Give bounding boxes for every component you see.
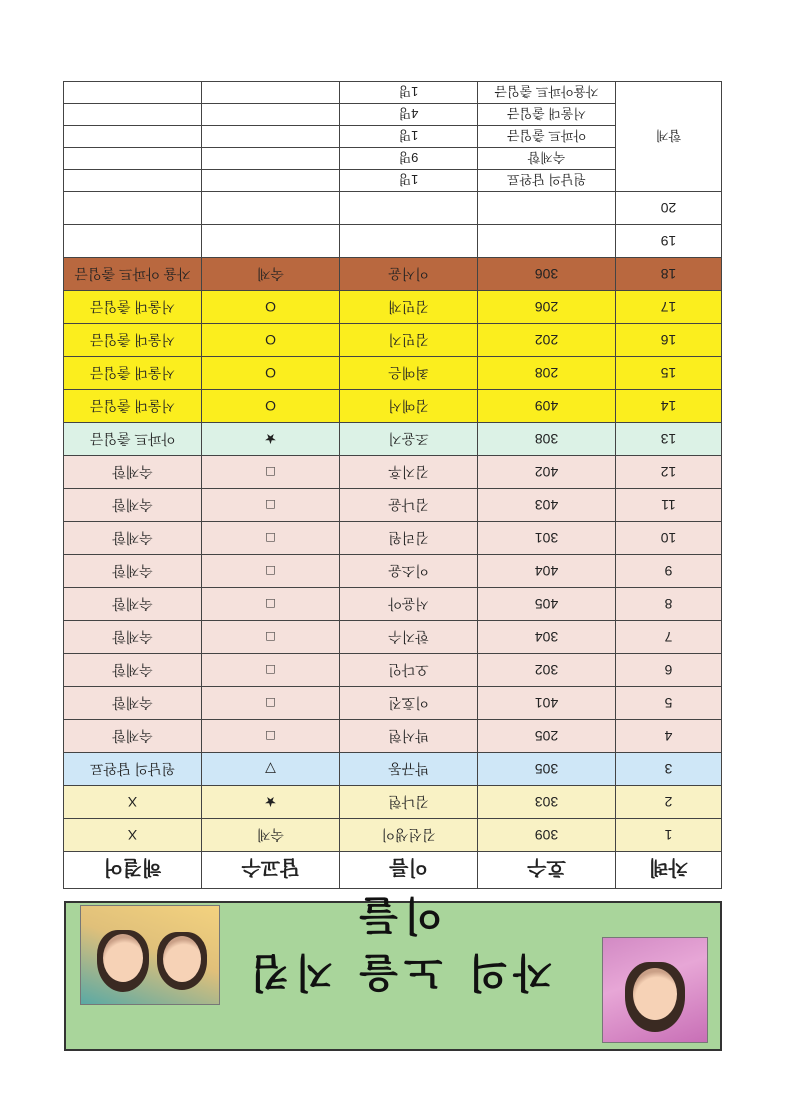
mark-cell: □ — [202, 555, 340, 588]
name-cell: 최예은 — [340, 357, 478, 390]
row-number: 15 — [616, 357, 722, 390]
table-row — [64, 456, 722, 489]
note-cell: X — [64, 786, 202, 819]
table-row — [64, 489, 722, 522]
table-row — [64, 390, 722, 423]
name-cell: 김나현 — [340, 786, 478, 819]
room-cell: 302 — [478, 654, 616, 687]
name-cell: 오다인 — [340, 654, 478, 687]
room-cell: 308 — [478, 423, 616, 456]
mark-cell: □ — [202, 654, 340, 687]
note-cell: 숙제함 — [64, 456, 202, 489]
room-cell: 309 — [478, 819, 616, 852]
name-cell: 김나윤 — [340, 489, 478, 522]
table-row — [64, 258, 722, 291]
summary-label: 합계 — [616, 82, 722, 192]
room-cell: 404 — [478, 555, 616, 588]
table-row — [64, 819, 722, 852]
mark-cell: 숙제 — [202, 258, 340, 291]
summary-blank — [64, 104, 202, 126]
summary-item: 아파트 출입금 — [478, 126, 616, 148]
summary-count: 1명 — [340, 170, 478, 192]
table-row — [64, 291, 722, 324]
table-row — [64, 555, 722, 588]
table-row — [64, 522, 722, 555]
mark-cell: O — [202, 324, 340, 357]
room-cell: 405 — [478, 588, 616, 621]
name-cell: 이서윤 — [340, 258, 478, 291]
summary-count: 9명 — [340, 148, 478, 170]
summary-item: 자율아파트 출입금 — [478, 82, 616, 104]
photo-right — [80, 905, 220, 1005]
note-cell: 숙제함 — [64, 522, 202, 555]
name-cell: 김예서 — [340, 390, 478, 423]
note-cell — [64, 225, 202, 258]
note-cell: 숙제함 — [64, 588, 202, 621]
mark-cell: □ — [202, 720, 340, 753]
row-number: 16 — [616, 324, 722, 357]
name-cell — [340, 192, 478, 225]
mark-cell: □ — [202, 621, 340, 654]
row-number: 7 — [616, 621, 722, 654]
table-row — [64, 588, 722, 621]
note-cell: 원남의 답완료 — [64, 753, 202, 786]
summary-item: 서울대 출입금 — [478, 104, 616, 126]
row-number: 20 — [616, 192, 722, 225]
name-cell: 서윤아 — [340, 588, 478, 621]
note-cell: 서울대 출입금 — [64, 291, 202, 324]
room-cell — [478, 192, 616, 225]
mark-cell: □ — [202, 456, 340, 489]
row-number: 6 — [616, 654, 722, 687]
name-cell: 이호진 — [340, 687, 478, 720]
row-number: 9 — [616, 555, 722, 588]
note-cell — [64, 192, 202, 225]
header-cell: 해결어 — [64, 852, 202, 889]
table-row — [64, 225, 722, 258]
note-cell: 숙제함 — [64, 720, 202, 753]
row-number: 2 — [616, 786, 722, 819]
row-number: 18 — [616, 258, 722, 291]
mark-cell: O — [202, 357, 340, 390]
header-cell: 호수 — [478, 852, 616, 889]
room-cell: 205 — [478, 720, 616, 753]
name-cell: 김민지 — [340, 324, 478, 357]
name-cell: 이소윤 — [340, 555, 478, 588]
room-cell: 401 — [478, 687, 616, 720]
table-row — [64, 621, 722, 654]
room-cell — [478, 225, 616, 258]
row-number: 4 — [616, 720, 722, 753]
note-cell: 서울대 출입금 — [64, 390, 202, 423]
name-cell: 김리원 — [340, 522, 478, 555]
mark-cell: ★ — [202, 786, 340, 819]
summary-count: 1명 — [340, 126, 478, 148]
row-number: 1 — [616, 819, 722, 852]
note-cell: 숙제함 — [64, 555, 202, 588]
room-cell: 301 — [478, 522, 616, 555]
summary-blank — [64, 126, 202, 148]
note-cell: 숙제함 — [64, 687, 202, 720]
name-cell: 김민재 — [340, 291, 478, 324]
name-cell: 조윤지 — [340, 423, 478, 456]
note-cell: 숙제함 — [64, 621, 202, 654]
table-row — [64, 192, 722, 225]
title-banner — [64, 892, 722, 1051]
header-cell: 답교수 — [202, 852, 340, 889]
row-number: 19 — [616, 225, 722, 258]
room-cell: 306 — [478, 258, 616, 291]
note-cell: 숙제함 — [64, 489, 202, 522]
row-number: 8 — [616, 588, 722, 621]
note-cell: 아파트 출입금 — [64, 423, 202, 456]
summary-blank — [64, 170, 202, 192]
summary-count: 4명 — [340, 104, 478, 126]
mark-cell: O — [202, 291, 340, 324]
row-number: 17 — [616, 291, 722, 324]
summary-count: 1명 — [340, 82, 478, 104]
summary-blank — [202, 170, 340, 192]
room-cell: 409 — [478, 390, 616, 423]
note-cell: 자율 아파트 출입금 — [64, 258, 202, 291]
room-cell: 304 — [478, 621, 616, 654]
photo-left — [602, 937, 708, 1043]
room-cell: 403 — [478, 489, 616, 522]
room-cell: 305 — [478, 753, 616, 786]
summary-item: 숙제함 — [478, 148, 616, 170]
note-cell: 서울대 출입금 — [64, 324, 202, 357]
roster-table — [63, 81, 722, 889]
mark-cell: □ — [202, 588, 340, 621]
header-row — [64, 852, 722, 889]
name-cell — [340, 225, 478, 258]
mark-cell: ★ — [202, 423, 340, 456]
row-number: 10 — [616, 522, 722, 555]
header-cell: 차례 — [616, 852, 722, 889]
summary-blank — [64, 82, 202, 104]
row-number: 14 — [616, 390, 722, 423]
table-row — [64, 654, 722, 687]
summary-blank — [202, 148, 340, 170]
room-cell: 202 — [478, 324, 616, 357]
header-cell: 이름 — [340, 852, 478, 889]
summary-blank — [202, 126, 340, 148]
name-cell: 김지후 — [340, 456, 478, 489]
mark-cell: ▽ — [202, 753, 340, 786]
row-number: 12 — [616, 456, 722, 489]
summary-blank — [64, 148, 202, 170]
name-cell: 김선생이 — [340, 819, 478, 852]
row-number: 11 — [616, 489, 722, 522]
mark-cell: □ — [202, 522, 340, 555]
summary-row — [64, 170, 722, 192]
name-cell: 박규동 — [340, 753, 478, 786]
row-number: 5 — [616, 687, 722, 720]
mark-cell — [202, 192, 340, 225]
row-number: 13 — [616, 423, 722, 456]
mark-cell: 숙제 — [202, 819, 340, 852]
summary-blank — [202, 104, 340, 126]
note-cell: X — [64, 819, 202, 852]
note-cell: 서울대 출입금 — [64, 357, 202, 390]
room-cell: 402 — [478, 456, 616, 489]
room-cell: 208 — [478, 357, 616, 390]
room-cell: 303 — [478, 786, 616, 819]
table-row — [64, 423, 722, 456]
table-row — [64, 720, 722, 753]
mark-cell — [202, 225, 340, 258]
mark-cell: O — [202, 390, 340, 423]
name-cell: 한지수 — [340, 621, 478, 654]
name-cell: 박서현 — [340, 720, 478, 753]
summary-blank — [202, 82, 340, 104]
table-row — [64, 753, 722, 786]
mark-cell: □ — [202, 489, 340, 522]
summary-item: 원남의 답완료 — [478, 170, 616, 192]
table-row — [64, 324, 722, 357]
mark-cell: □ — [202, 687, 340, 720]
table-row — [64, 786, 722, 819]
table-row — [64, 357, 722, 390]
room-cell: 206 — [478, 291, 616, 324]
table-row — [64, 687, 722, 720]
banner-title: 자의 노을 지킴이들 — [244, 892, 552, 995]
note-cell: 숙제함 — [64, 654, 202, 687]
row-number: 3 — [616, 753, 722, 786]
